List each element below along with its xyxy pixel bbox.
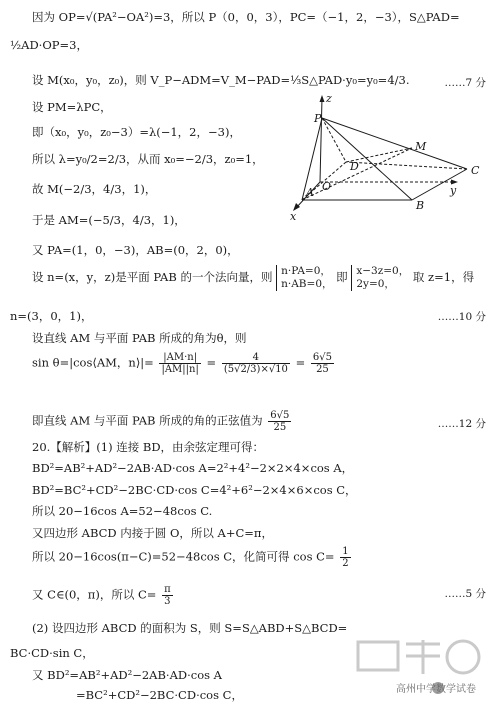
- solution-line-16: [32, 461, 353, 475]
- solution-line-17: [32, 483, 357, 497]
- text-l10-mid: 即: [336, 270, 348, 284]
- pyramid-figure: [282, 92, 492, 227]
- solution-line-13: [32, 352, 336, 375]
- text-l15: 20.【解析】(1) 连接 BD，由余弦定理可得：: [32, 440, 265, 454]
- text-l14: 即直线 AM 与平面 PAB 所成的角的正弦值为: [32, 413, 263, 428]
- equation-system-1: [276, 265, 332, 291]
- text-l20: 所以 20−16cos(π−C)=52−48cos C，化简可得 cos C=: [32, 549, 335, 564]
- solution-line-11: [10, 309, 92, 323]
- fraction-C: [162, 584, 173, 607]
- solution-line-20: [32, 546, 353, 569]
- system1-eq1: n·PA=0，: [281, 265, 331, 277]
- solution-line-2: [10, 38, 88, 52]
- text-l12: 设直线 AM 与平面 PAB 所成的角为θ，则: [32, 331, 247, 345]
- edge-BC: [412, 169, 467, 200]
- score-mark-12: ……12 分: [437, 418, 486, 430]
- text-l25: =BC²+CD²−2BC·CD·cos C，: [76, 688, 243, 702]
- label-M: M: [415, 140, 427, 153]
- fraction-cosC-numerator: 1: [342, 546, 349, 557]
- solution-line-8: [32, 213, 186, 227]
- fraction-result-denominator: 25: [316, 364, 329, 375]
- text-l16: BD²=AB²+AD²−2AB·AD·cos A=2²+4²−2×2×4×cos A，: [32, 461, 354, 475]
- solution-line-1: [32, 10, 460, 24]
- solution-line-7: [32, 182, 156, 196]
- z-axis-arrow: [320, 95, 325, 102]
- system2-eq2: 2y=0，: [356, 278, 395, 290]
- solution-line-4: [32, 100, 112, 114]
- text-l10: 设 n=(x，y，z)是平面 PAB 的一个法向量，则: [32, 270, 273, 284]
- edge-PC: [322, 118, 467, 169]
- fraction-value: [222, 352, 290, 375]
- text-l19: 又四边形 ABCD 内接于圆 O，所以 A+C=π，: [32, 526, 273, 540]
- fraction-C-numerator: π: [164, 584, 171, 595]
- label-z: z: [326, 92, 332, 105]
- solution-line-5: [32, 125, 241, 139]
- fraction-cos: [159, 352, 200, 375]
- solution-line-6: [32, 152, 264, 166]
- text-l1: 因为 OP=√(PA²−OA²)=3，所以 P（0，0，3），PC=（−1，2，−3），S△PAD=: [32, 10, 460, 24]
- watermark-text: 高州中学数学试卷: [396, 684, 476, 695]
- text-l13a: sin θ=|cos⟨AM，n⟩|=: [32, 355, 154, 370]
- score-mark-5: ……5 分: [444, 588, 486, 600]
- text-l5: 即（x₀，y₀，z₀−3）=λ(−1，2，−3)，: [32, 125, 241, 139]
- solution-line-14: [32, 410, 293, 433]
- system1-eq2: n·AB=0，: [281, 278, 333, 290]
- fraction-cosC-denominator: 2: [342, 558, 349, 569]
- text-l13-eq2: =: [295, 355, 306, 370]
- solution-line-18: [32, 504, 212, 518]
- solution-line-12: [32, 331, 247, 345]
- solution-line-24: [32, 668, 222, 682]
- text-l6: 所以 λ=y₀/2=2/3，从而 x₀=−2/3，z₀=1，: [32, 152, 264, 166]
- fraction-result-numerator: 6√5: [312, 352, 332, 363]
- edge-PB: [322, 118, 412, 200]
- text-l13-eq: =: [206, 355, 217, 370]
- fraction-answer-numerator: 6√5: [270, 410, 290, 421]
- text-l24: 又 BD²=AB²+AD²−2AB·AD·cos A: [32, 668, 222, 682]
- fraction-cos-numerator: |AM·n|: [159, 352, 200, 364]
- text-l9: 又 PA=(1，0，−3)，AB=(0，2，0)，: [32, 243, 239, 257]
- solution-line-21: [32, 584, 175, 607]
- label-P: P: [314, 112, 322, 125]
- label-y: y: [450, 184, 457, 197]
- label-C: C: [471, 164, 480, 177]
- text-l3: 设 M(x₀，y₀，z₀)，则 V_P−ADM=V_M−PAD=⅓S△PAD·y₀=y₀=4/3.: [32, 73, 410, 87]
- text-l23: BC·CD·sin C，: [10, 646, 94, 660]
- fraction-cos-denominator: |AM||n|: [161, 364, 199, 375]
- fraction-result: [311, 352, 334, 375]
- fraction-answer: [268, 410, 291, 433]
- score-mark-7: ……7 分: [444, 77, 486, 89]
- z-axis: [320, 98, 322, 182]
- label-O: O: [322, 180, 332, 193]
- equation-system-2: [351, 265, 409, 291]
- solution-line-9: [32, 243, 239, 257]
- solution-line-23: [10, 646, 94, 660]
- text-l2: ½AD·OP=3，: [10, 38, 88, 52]
- text-l7: 故 M(−2/3，4/3，1)，: [32, 182, 157, 196]
- text-l21: 又 C∈(0，π)，所以 C=: [32, 587, 157, 602]
- text-l17: BD²=BC²+CD²−2BC·CD·cos C=4²+6²−2×4×6×cos C，: [32, 483, 357, 497]
- label-D: D: [350, 160, 359, 173]
- label-B: B: [416, 199, 425, 212]
- fraction-answer-denominator: 25: [273, 422, 287, 433]
- segment-AM: [302, 148, 412, 200]
- fraction-C-denominator: 3: [164, 596, 171, 607]
- solution-line-25: [76, 688, 243, 702]
- system2-eq1: x−3z=0，: [356, 265, 410, 277]
- fraction-value-denominator: (5√2/3)×√10: [223, 364, 288, 375]
- text-l8: 于是 AM=(−5/3，4/3，1)，: [32, 213, 186, 227]
- fraction-cosC: [340, 546, 350, 569]
- text-l11: n=(3，0，1)，: [10, 309, 93, 323]
- problem-20-heading: [32, 440, 264, 454]
- score-mark-10: ……10 分: [437, 311, 486, 323]
- edge-PD: [322, 118, 346, 162]
- solution-line-22: [32, 621, 347, 635]
- text-l4: 设 PM=λPC，: [32, 100, 112, 114]
- text-l10-tail: 取 z=1，得: [412, 270, 475, 284]
- solution-line-3: [32, 73, 409, 87]
- solution-line-19: [32, 526, 273, 540]
- label-A: A: [306, 186, 314, 199]
- label-x: x: [290, 210, 297, 223]
- text-l18: 所以 20−16cos A=52−48cos C.: [32, 504, 213, 518]
- solution-line-10: [32, 265, 474, 291]
- text-l22: (2) 设四边形 ABCD 的面积为 S，则 S=S△ABD+S△BCD=: [32, 621, 348, 635]
- fraction-value-numerator: 4: [222, 352, 290, 364]
